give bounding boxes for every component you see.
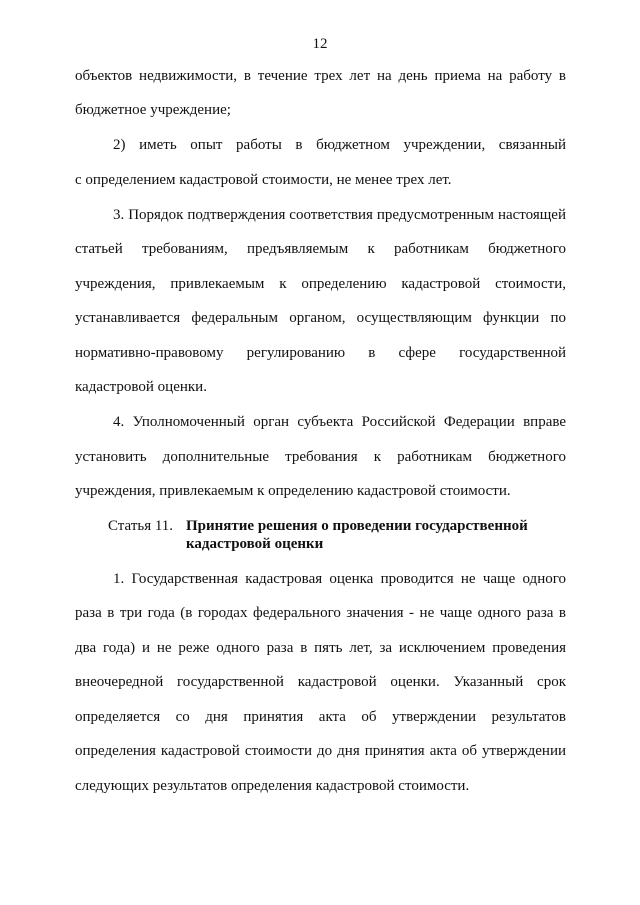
text-line: статьей требованиям, предъявляемым к работникам бюджетного [75,241,566,257]
text-line: установить дополнительные требования к работникам бюджетного [75,449,566,465]
text-line: объектов недвижимости, в течение трех лет на день приема на работу в [75,68,566,84]
text-line: два года) и не реже одного раза в пять лет, за исключением проведения [75,640,566,656]
text-line: определения кадастровой стоимости до дня принятия акта об утверждении [75,743,566,759]
text-line: 2) иметь опыт работы в бюджетном учреждении, связанный [113,137,566,153]
article-title-line-2: кадастровой оценки [186,536,324,552]
text-line: нормативно-правовому регулированию в сфере государственной [75,345,566,361]
text-line: учреждения, привлекаемым к определению кадастровой стоимости, [75,276,566,292]
text-line: бюджетное учреждение; [75,102,231,118]
text-line: определяется со дня принятия акта об утверждении результатов [75,709,566,725]
text-line: 3. Порядок подтверждения соответствия предусмотренным настоящей [113,207,566,223]
text-line: 4. Уполномоченный орган субъекта Российской Федерации вправе [113,414,566,430]
text-line: с определением кадастровой стоимости, не менее трех лет. [75,172,452,188]
text-line: 1. Государственная кадастровая оценка проводится не чаще одного [113,571,566,587]
page-number: 12 [312,36,328,52]
text-line: раза в три года (в городах федерального значения - не чаще одного раза в [75,605,566,621]
text-line: кадастровой оценки. [75,379,207,395]
article-prefix: Статья 11. [108,518,174,534]
text-line: следующих результатов определения кадастровой стоимости. [75,778,470,794]
text-line: устанавливается федеральным органом, осуществляющим функции по [75,310,566,326]
text-line: учреждения, привлекаемым к определению кадастровой стоимости. [75,483,511,499]
article-title-line-1: Принятие решения о проведении государственной [186,518,528,534]
text-line: внеочередной государственной кадастровой оценки. Указанный срок [75,674,566,690]
